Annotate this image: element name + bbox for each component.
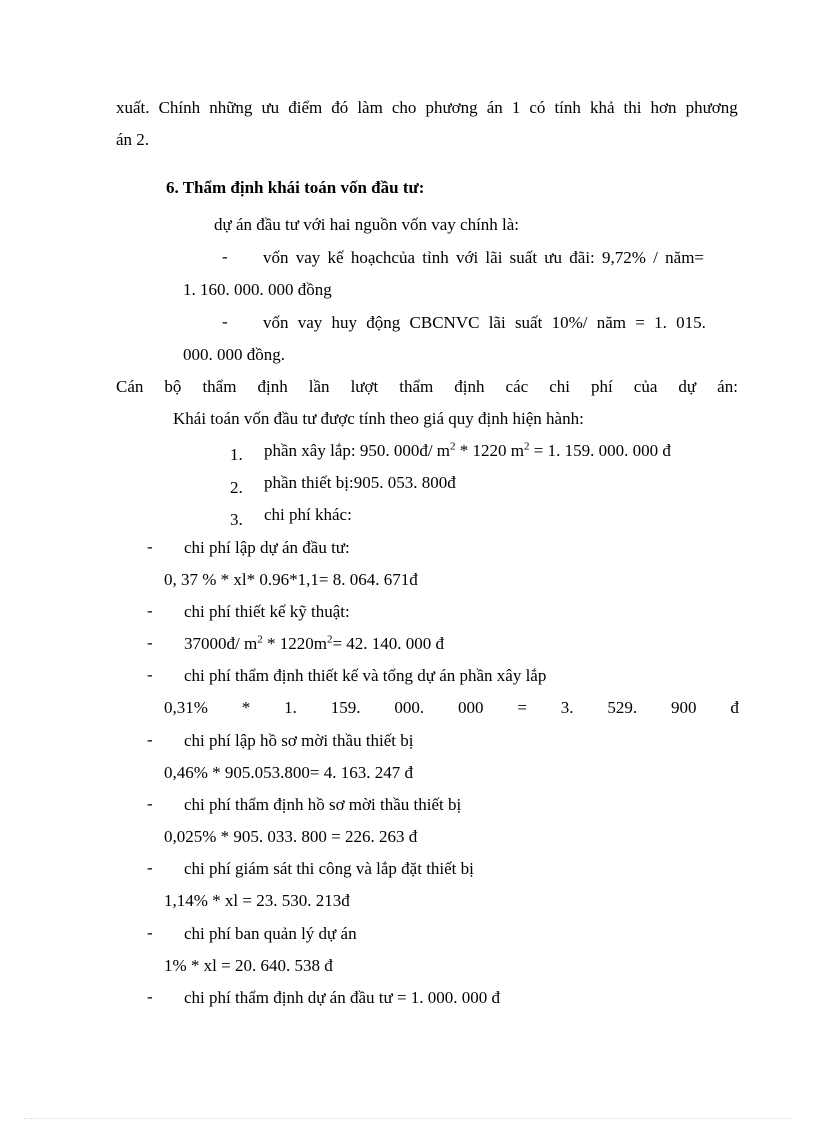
cost-5-formula: 0,46% * 905.053.800= 4. 163. 247 đ bbox=[164, 763, 413, 782]
word: bộ bbox=[164, 377, 182, 396]
word: dự bbox=[678, 377, 697, 396]
cost-4-formula bbox=[164, 697, 739, 719]
word: điểm bbox=[288, 98, 323, 117]
word: chi bbox=[549, 377, 570, 396]
word: phí bbox=[591, 377, 613, 396]
word: ưu bbox=[261, 98, 280, 117]
word: của bbox=[633, 377, 658, 396]
word: cho bbox=[391, 98, 417, 117]
numbered-item-3-num: 3. bbox=[230, 510, 243, 529]
cost-4-label: chi phí thẩm định thiết kế và tổng dự án phần xây lắp bbox=[184, 666, 547, 685]
estimate-intro: Khái toán vốn đầu tư được tính theo giá quy định hiện hành: bbox=[173, 409, 584, 428]
word: Cán bbox=[116, 377, 144, 396]
word: 529. bbox=[607, 698, 638, 717]
cost-9-bullet: - bbox=[147, 987, 153, 1006]
cost-5-bullet: - bbox=[147, 730, 153, 749]
word: thẩm bbox=[399, 377, 434, 396]
word: đó bbox=[331, 98, 349, 117]
intro-line-1 bbox=[116, 97, 738, 119]
word: án: bbox=[717, 377, 738, 396]
loan-1-bullet: - bbox=[222, 247, 228, 266]
cost-7-formula: 1,14% * xl = 23. 530. 213đ bbox=[164, 891, 350, 910]
word: phương bbox=[685, 98, 738, 117]
word: thẩm bbox=[202, 377, 237, 396]
loan-2-line-2: 000. 000 đồng. bbox=[183, 345, 285, 364]
cost-3-formula: 37000đ/ $m^2 * 1220m^2= 42$. 140. 000 đ bbox=[184, 633, 445, 653]
loan-1-line-2: 1. 160. 000. 000 đồng bbox=[183, 280, 332, 299]
cost-6-bullet: - bbox=[147, 794, 153, 813]
word: thi bbox=[623, 98, 642, 117]
cost-8-label: chi phí ban quản lý dự án bbox=[184, 924, 357, 943]
numbered-item-3-text: chi phí khác: bbox=[264, 505, 352, 524]
cost-8-bullet: - bbox=[147, 923, 153, 942]
cost-1-bullet: - bbox=[147, 537, 153, 556]
word: 159. bbox=[330, 698, 361, 717]
word: 3. bbox=[560, 698, 574, 717]
word: án bbox=[486, 98, 503, 117]
word: lần bbox=[308, 377, 330, 396]
cost-7-bullet: - bbox=[147, 858, 153, 877]
word: 0,31% bbox=[164, 698, 208, 717]
word: xuất. bbox=[116, 98, 150, 117]
word: các bbox=[505, 377, 529, 396]
word: lượt bbox=[350, 377, 379, 396]
loan-1-line-1: vốn vay kế hoạchcủa tỉnh với lãi suất ưu đãi: 9,72% / năm= bbox=[263, 248, 705, 267]
cost-1-label: chi phí lập dự án đầu tư: bbox=[184, 538, 350, 557]
word: 900 bbox=[671, 698, 697, 717]
sources-intro: dự án đầu tư với hai nguồn vốn vay chính là: bbox=[214, 215, 520, 234]
word: tính bbox=[554, 98, 581, 117]
cost-3-bullet: - bbox=[147, 633, 153, 652]
cost-2-label: chi phí thiết kế kỹ thuật: bbox=[184, 602, 350, 621]
word: hơn bbox=[650, 98, 677, 117]
cost-8-formula: 1% * xl = 20. 640. 538 đ bbox=[164, 956, 333, 975]
word: đ bbox=[730, 698, 739, 717]
numbered-item-1-num: 1. bbox=[230, 445, 243, 464]
word: 000 bbox=[457, 698, 484, 717]
word: = bbox=[517, 698, 527, 717]
word: khả bbox=[589, 98, 615, 117]
loan-2-line-1: vốn vay huy động CBCNVC lãi suất 10%/ năm = 1. 015. bbox=[263, 313, 706, 332]
appraisal-line bbox=[116, 376, 738, 398]
word: làm bbox=[357, 98, 383, 117]
numbered-item-2-num: 2. bbox=[230, 478, 243, 497]
loan-2-bullet: - bbox=[222, 312, 228, 331]
cost-5-label: chi phí lập hồ sơ mời thầu thiết bị bbox=[184, 731, 414, 750]
word: có bbox=[529, 98, 546, 117]
cost-7-label: chi phí giám sát thi công và lắp đặt thiết bị bbox=[184, 859, 474, 878]
cost-1-formula: 0, 37 % * xl* 0.96*1,1= 8. 064. 671đ bbox=[164, 570, 418, 589]
word: 1 bbox=[511, 98, 521, 117]
word: Chính bbox=[158, 98, 201, 117]
intro-line-2: án 2. bbox=[116, 130, 150, 149]
word: * bbox=[241, 698, 251, 717]
word: 000. bbox=[394, 698, 425, 717]
section-heading: 6. Thẩm định khái toán vốn đầu tư: bbox=[166, 178, 425, 197]
numbered-item-1-text: phần xây lắp: 950. 000đ/ $m^2 * 1220$ $m^2 = 1$. 159. 000. 000 đ bbox=[264, 440, 671, 460]
word: phương bbox=[425, 98, 478, 117]
cost-6-formula: 0,025% * 905. 033. 800 = 226. 263 đ bbox=[164, 827, 418, 846]
word: 1. bbox=[284, 698, 297, 717]
word: định bbox=[454, 377, 485, 396]
word: những bbox=[209, 98, 253, 117]
cost-2-bullet: - bbox=[147, 601, 153, 620]
numbered-item-2-text: phần thiết bị:905. 053. 800đ bbox=[264, 473, 456, 492]
page-bottom-rule bbox=[24, 1118, 792, 1119]
cost-6-label: chi phí thẩm định hồ sơ mời thầu thiết bị bbox=[184, 795, 462, 814]
cost-9-label: chi phí thẩm định dự án đầu tư = 1. 000. 000 đ bbox=[184, 988, 501, 1007]
word: định bbox=[257, 377, 288, 396]
cost-4-bullet: - bbox=[147, 665, 153, 684]
